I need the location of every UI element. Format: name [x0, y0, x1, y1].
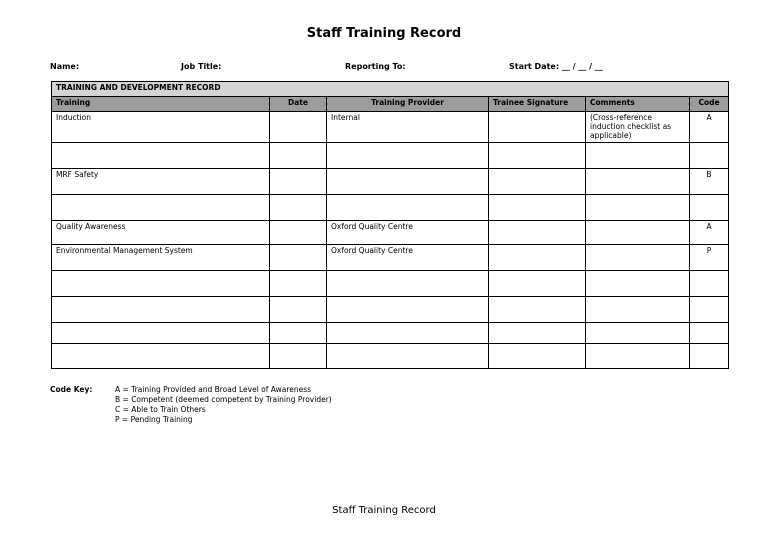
cell-code: B [690, 169, 729, 195]
cell-signature [489, 112, 586, 143]
cell-provider [327, 143, 489, 169]
table-row [52, 195, 729, 221]
table-row [52, 221, 729, 245]
cell-comments [586, 271, 690, 297]
cell-provider [327, 271, 489, 297]
cell-provider [327, 323, 489, 344]
cell-code [690, 271, 729, 297]
table-row [52, 112, 729, 143]
table-row [52, 271, 729, 297]
col-code: Code [690, 97, 729, 112]
cell-signature [489, 323, 586, 344]
cell-date [270, 169, 327, 195]
table-row [52, 297, 729, 323]
cell-signature [489, 297, 586, 323]
cell-comments [586, 221, 690, 245]
cell-code [690, 344, 729, 369]
cell-code [690, 143, 729, 169]
page-footer: Staff Training Record [332, 505, 436, 516]
cell-training [52, 344, 270, 369]
reporting-to-label: Reporting To: [345, 62, 406, 71]
cell-provider [327, 344, 489, 369]
cell-training: Induction [52, 112, 270, 143]
cell-provider [327, 297, 489, 323]
cell-date [270, 297, 327, 323]
cell-signature [489, 221, 586, 245]
cell-comments [586, 245, 690, 271]
table-row [52, 143, 729, 169]
cell-training [52, 297, 270, 323]
cell-training [52, 271, 270, 297]
cell-date [270, 245, 327, 271]
cell-signature [489, 271, 586, 297]
table-row [52, 245, 729, 271]
cell-code: A [690, 112, 729, 143]
cell-provider [327, 169, 489, 195]
training-record-table [51, 81, 729, 369]
cell-comments [586, 323, 690, 344]
cell-comments [586, 297, 690, 323]
code-key-item: B = Competent (deemed competent by Training Provider) [115, 395, 332, 404]
cell-training: Environmental Management System [52, 245, 270, 271]
cell-signature [489, 169, 586, 195]
cell-date [270, 344, 327, 369]
cell-training [52, 323, 270, 344]
cell-comments: (Cross-reference induction checklist as applicable) [586, 112, 690, 143]
cell-date [270, 271, 327, 297]
cell-comments [586, 143, 690, 169]
cell-code: P [690, 245, 729, 271]
page-title: Staff Training Record [306, 26, 462, 41]
cell-training [52, 143, 270, 169]
cell-signature [489, 344, 586, 369]
cell-comments [586, 169, 690, 195]
cell-training: Quality Awareness [52, 221, 270, 245]
cell-date [270, 143, 327, 169]
cell-provider: Internal [327, 112, 489, 143]
cell-signature [489, 195, 586, 221]
cell-date [270, 221, 327, 245]
cell-signature [489, 143, 586, 169]
cell-provider [327, 195, 489, 221]
cell-date [270, 195, 327, 221]
cell-date [270, 323, 327, 344]
cell-date [270, 112, 327, 143]
cell-comments [586, 344, 690, 369]
col-training-provider: Training Provider [327, 97, 489, 112]
cell-training [52, 195, 270, 221]
start-date-label: Start Date: __ / __ / __ [509, 62, 603, 71]
table-row [52, 344, 729, 369]
col-date: Date [270, 97, 327, 112]
name-label: Name: [50, 62, 80, 71]
table-row [52, 169, 729, 195]
col-comments: Comments [586, 97, 690, 112]
code-key-item: A = Training Provided and Broad Level of Awareness [115, 385, 312, 394]
cell-code: A [690, 221, 729, 245]
cell-code [690, 297, 729, 323]
code-key-item: C = Able to Train Others [115, 405, 206, 414]
col-training: Training [52, 97, 270, 112]
table-row [52, 323, 729, 344]
cell-comments [586, 195, 690, 221]
cell-code [690, 323, 729, 344]
cell-signature [489, 245, 586, 271]
cell-provider: Oxford Quality Centre [327, 221, 489, 245]
code-key-item: P = Pending Training [115, 415, 193, 424]
cell-training: MRF Safety [52, 169, 270, 195]
job-title-label: Job Title: [181, 62, 222, 71]
col-trainee-signature: Trainee Signature [489, 97, 586, 112]
code-key-label: Code Key: [50, 385, 93, 394]
section-title: TRAINING AND DEVELOPMENT RECORD [52, 82, 729, 97]
cell-provider: Oxford Quality Centre [327, 245, 489, 271]
cell-code [690, 195, 729, 221]
